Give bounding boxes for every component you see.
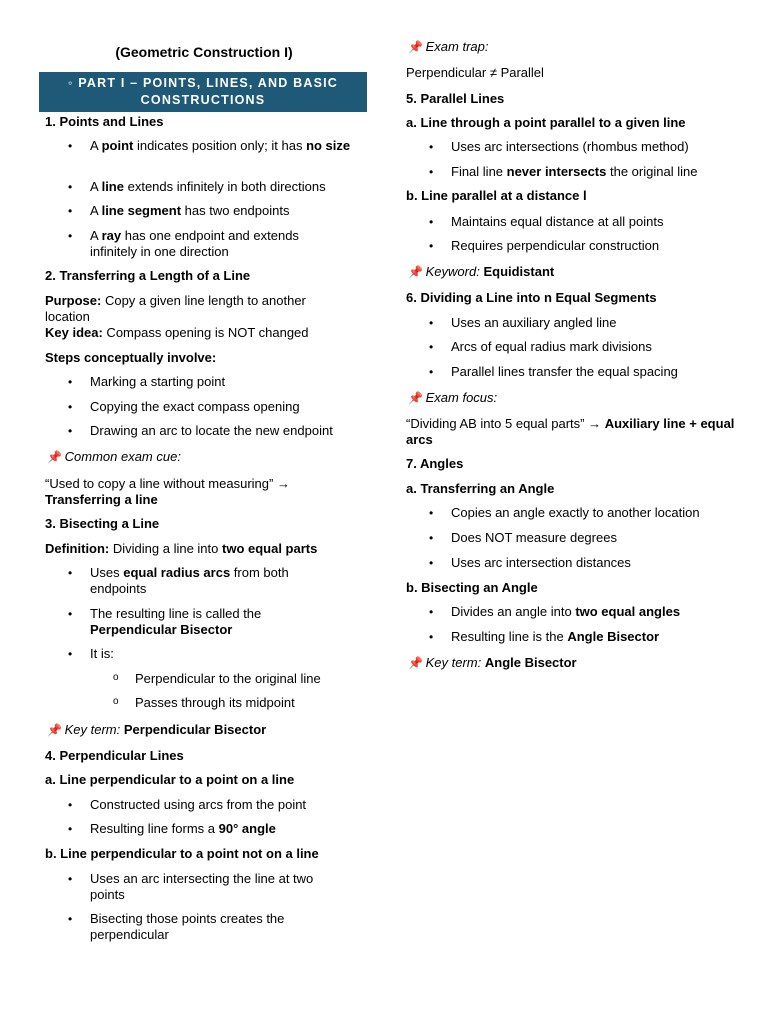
list-item: • Marking a starting point [90,374,225,390]
heading-angles: 7. Angles [406,456,464,471]
keyword-note: 📌 Keyword: Equidistant [408,264,555,279]
list-item: • Maintains equal distance at all points [451,214,663,230]
steps-heading: Steps conceptually involve: [45,350,217,365]
heading-dividing-line: 6. Dividing a Line into n Equal Segments [406,290,657,305]
list-item: • Constructed using arcs from the point [90,797,306,813]
list-item: • Divides an angle into two equal angles [451,604,680,620]
document-title: (Geometric Construction I) [115,44,293,60]
subheading-transferring-angle: a. Transferring an Angle [406,481,555,496]
pushpin-icon: 📌 [47,450,62,464]
definition-text: Definition: Dividing a line into two equal parts [45,541,318,556]
key-term-note: 📌 Key term: Perpendicular Bisector [47,722,267,737]
list-item: • Arcs of equal radius mark divisions [451,339,652,355]
pushpin-icon: 📌 [47,723,62,737]
list-item: • Copying the exact compass opening [90,399,300,415]
pushpin-icon: 📌 [408,265,423,279]
list-item: • Uses equal radius arcs from both endpoints [90,565,330,597]
list-item: • Resulting line forms a 90° angle [90,821,276,837]
subheading-perp-not-on-line: b. Line perpendicular to a point not on a line [45,846,319,861]
pushpin-icon: 📌 [408,40,423,54]
heading-perpendicular-lines: 4. Perpendicular Lines [45,748,184,763]
list-item: • A point indicates position only; it has no size [90,138,360,154]
subheading-parallel-through-point: a. Line through a point parallel to a given line [406,115,686,130]
list-item: • A line extends infinitely in both directions [90,179,365,195]
key-idea-text: Key idea: Compass opening is NOT changed [45,325,309,340]
list-item: • The resulting line is called the Perpendicular Bisector [90,606,330,638]
list-item: • Drawing an arc to locate the new endpoint [90,423,333,439]
purpose-text: Purpose: Copy a given line length to another location [45,293,306,324]
pushpin-icon: 📌 [408,391,423,405]
list-item: • Bisecting those points creates the perpendicular [90,911,315,943]
list-item: • It is: [90,646,114,662]
sub-list-item: o Passes through its midpoint [135,695,295,711]
exam-focus-text: “Dividing AB into 5 equal parts” → Auxiliary line + equal arcs [406,416,735,447]
list-item: • Uses arc intersections (rhombus method) [451,139,689,155]
part-banner: ◦ PART I – POINTS, LINES, AND BASIC CONSTRUCTIONS [39,72,367,112]
list-item: • Uses an arc intersecting the line at two points [90,871,340,903]
list-item: • A line segment has two endpoints [90,203,365,219]
heading-parallel-lines: 5. Parallel Lines [406,91,505,106]
sub-list-item: o Perpendicular to the original line [135,671,321,687]
list-item: • A ray has one endpoint and extends infinitely in one direction [90,228,330,260]
list-item: • Resulting line is the Angle Bisector [451,629,659,645]
pushpin-icon: 📌 [408,656,423,670]
heading-transferring-length: 2. Transferring a Length of a Line [45,268,251,283]
list-item: • Uses an auxiliary angled line [451,315,616,331]
subheading-bisecting-angle: b. Bisecting an Angle [406,580,538,595]
exam-trap-text: Perpendicular ≠ Parallel [406,65,544,80]
list-item: • Requires perpendicular construction [451,238,659,254]
cue-answer: Transferring a line [45,492,158,507]
cue-text: “Used to copy a line without measuring” → [45,476,290,491]
heading-points-lines: 1. Points and Lines [45,114,164,129]
list-item: • Copies an angle exactly to another location [451,505,700,521]
list-item: • Parallel lines transfer the equal spacing [451,364,678,380]
list-item: • Final line never intersects the original line [451,164,697,180]
exam-cue-note: 📌 Common exam cue: [47,449,181,464]
subheading-parallel-at-distance: b. Line parallel at a distance l [406,188,587,203]
exam-focus-note: 📌 Exam focus: [408,390,498,405]
subheading-perp-on-line: a. Line perpendicular to a point on a line [45,772,295,787]
list-item: • Does NOT measure degrees [451,530,617,546]
key-term-note: 📌 Key term: Angle Bisector [408,655,577,670]
heading-bisecting-line: 3. Bisecting a Line [45,516,160,531]
exam-trap-note: 📌 Exam trap: [408,39,489,54]
list-item: • Uses arc intersection distances [451,555,631,571]
